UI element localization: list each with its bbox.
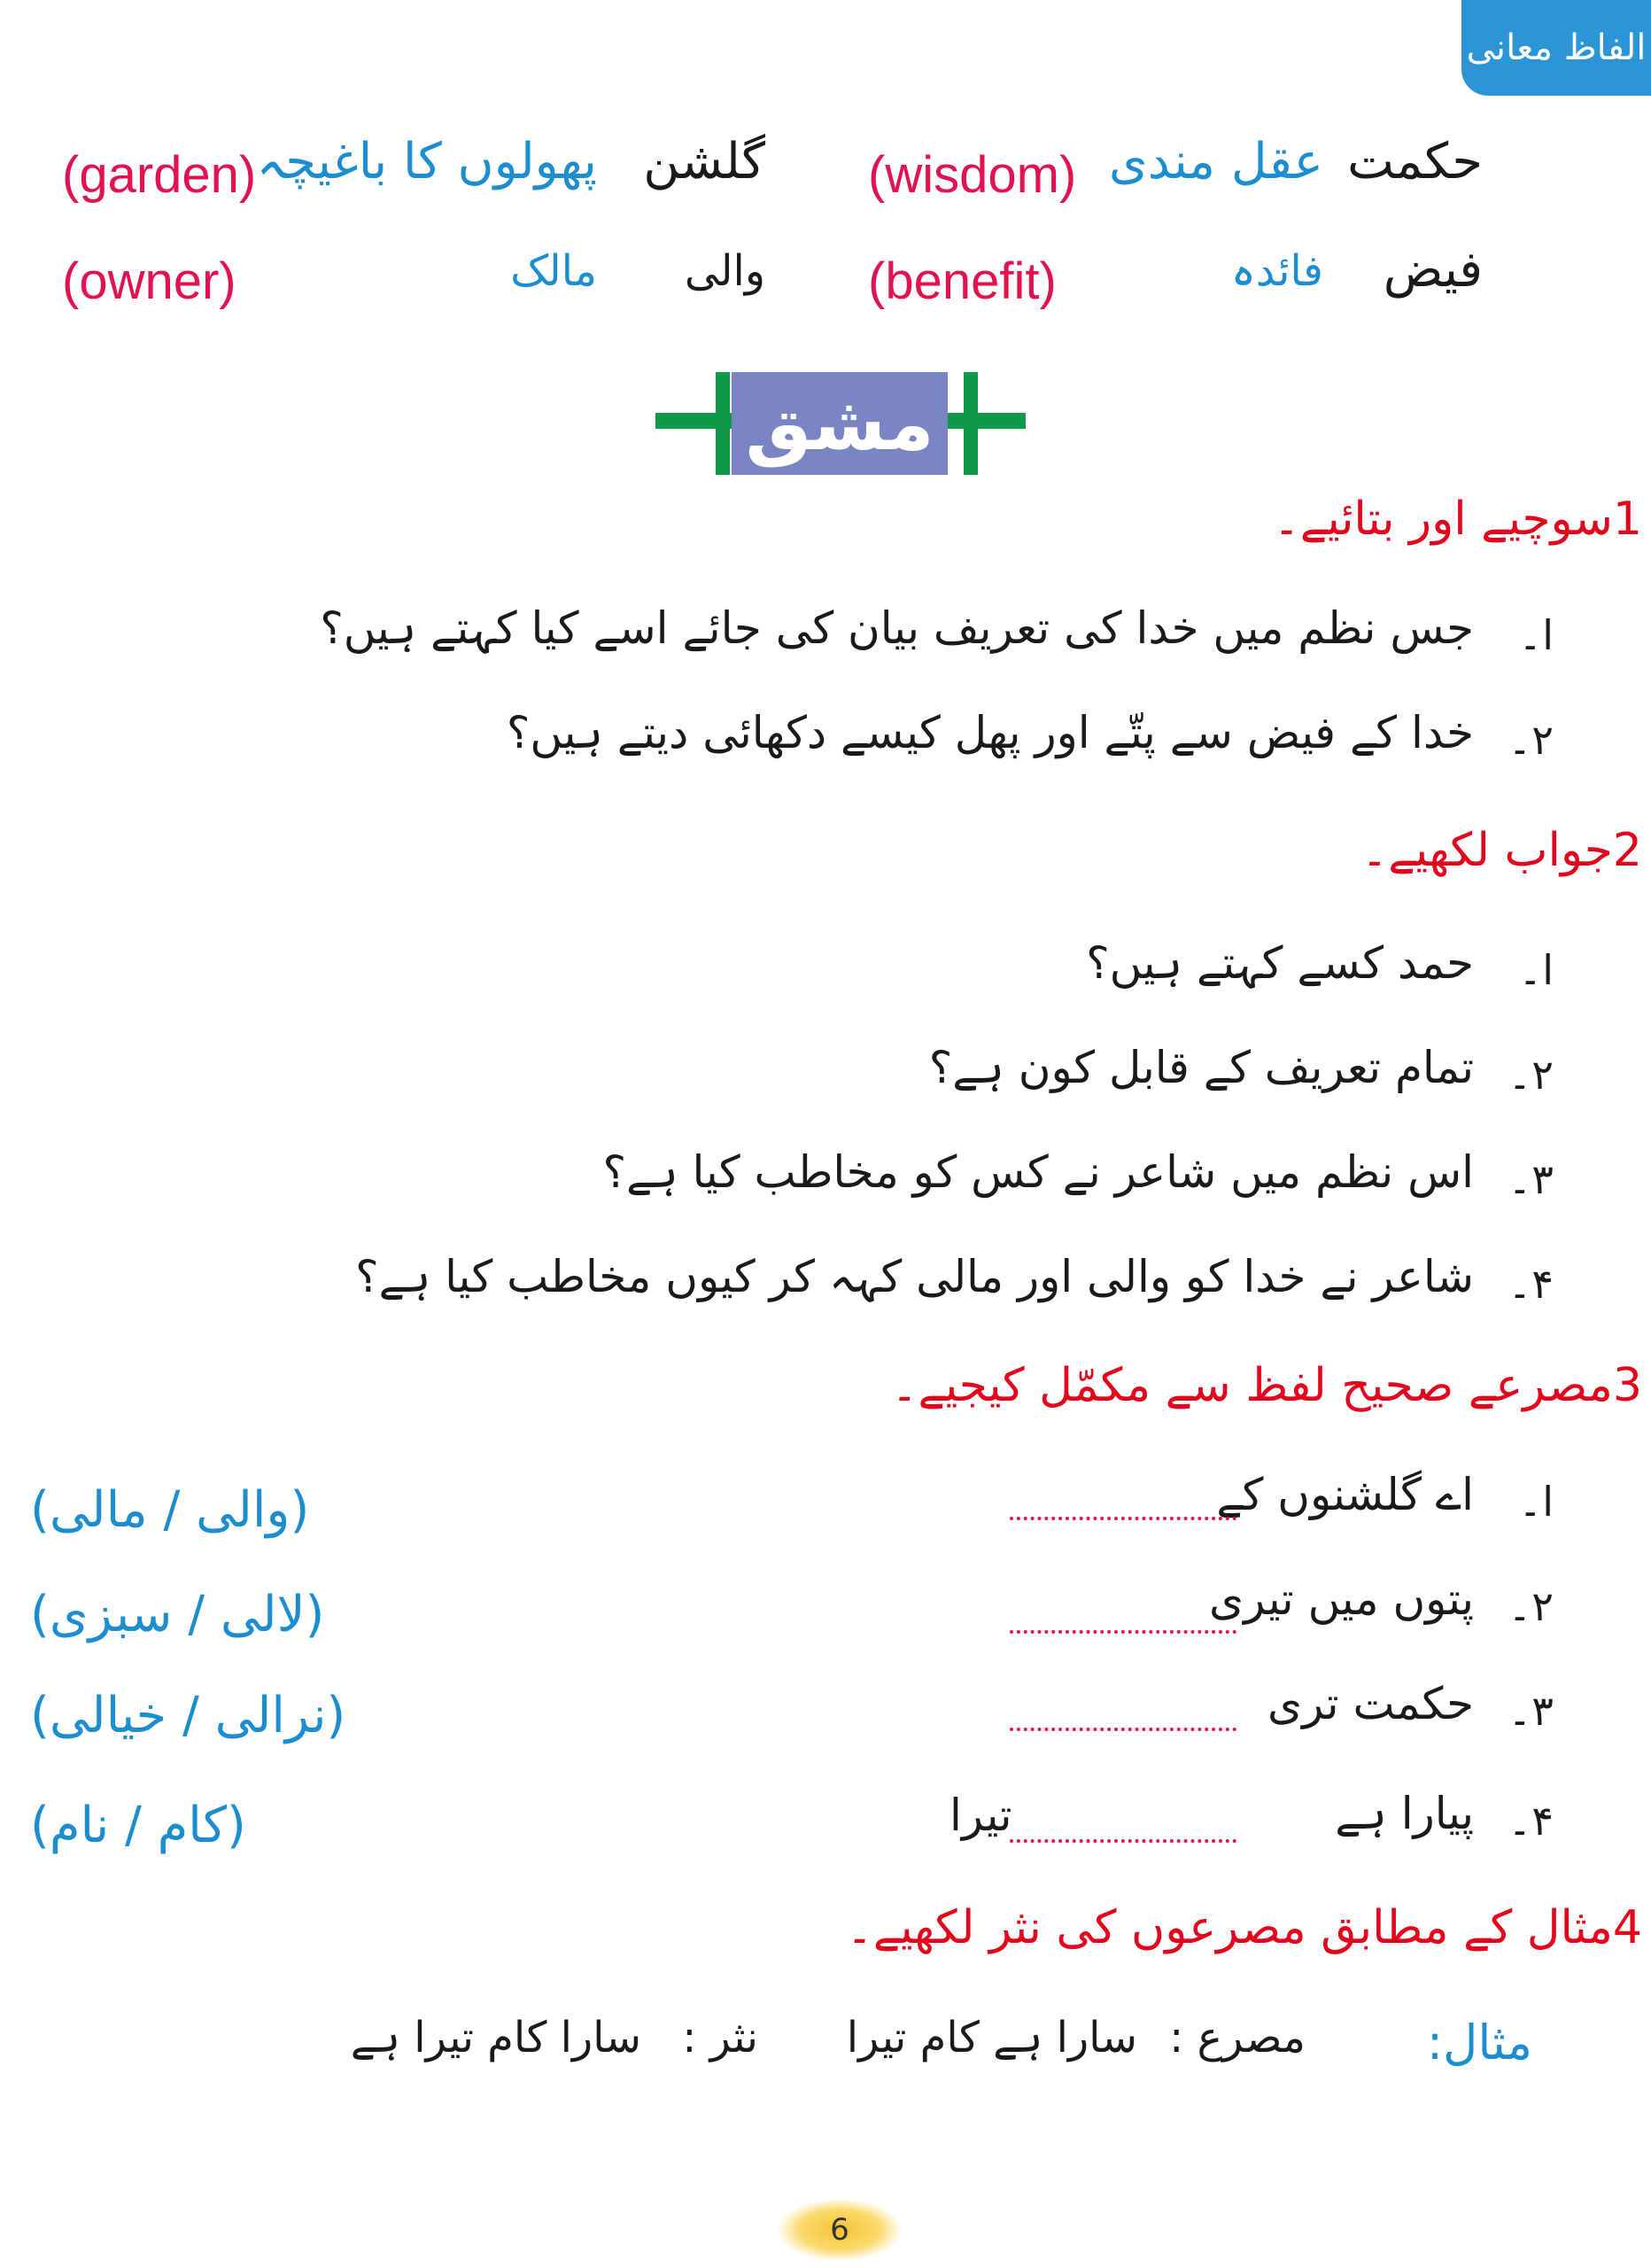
word-options: (نرالی / خیالی): [30, 1687, 346, 1744]
section-number: 4: [1612, 1901, 1642, 1954]
example-nasr: سارا کام تیرا ہے: [350, 2013, 641, 2062]
word-options: (والی / مالی): [30, 1481, 310, 1539]
question-number: ۴۔: [1508, 1260, 1554, 1308]
fill-blank[interactable]: [1010, 1630, 1236, 1634]
banner-post-left: [716, 372, 730, 475]
question-number: ۳۔: [1508, 1155, 1554, 1203]
item-number: ۳۔: [1508, 1687, 1554, 1735]
question-number: ا۔: [1518, 946, 1554, 994]
glossary-english: (benefit): [868, 252, 1057, 310]
question-text: حمد کسے کہتے ہیں؟: [1086, 937, 1474, 989]
item-number: ا۔: [1518, 1478, 1554, 1526]
page-number: [778, 2199, 902, 2261]
section-title: مثال کے مطابق مصرعوں کی نثر لکھیے۔: [846, 1901, 1613, 1954]
page-number-text: 6: [830, 2212, 849, 2248]
banner-post-right: [964, 372, 978, 475]
question-text: خدا کے فیض سے پتّے اور پھل کیسے دکھائی دیتے ہیں؟: [506, 707, 1474, 758]
glossary-english: (owner): [62, 252, 236, 310]
glossary-meaning: عقل مندی: [1108, 133, 1323, 190]
section-title: سوچیے اور بتائیے۔: [1273, 493, 1613, 546]
glossary-word: حکمت: [1347, 133, 1483, 190]
glossary-english: (garden): [62, 146, 257, 204]
section-tab-glossary: [1461, 0, 1651, 96]
glossary-english: (wisdom): [868, 146, 1077, 204]
item-text: اے گلشنوں کے: [1216, 1469, 1474, 1520]
tab-title: الفاظ معانی: [1466, 27, 1647, 68]
word-options: (لالی / سبزی): [30, 1586, 325, 1643]
item-text: پتوں میں تیری: [1209, 1573, 1474, 1625]
section-number: 1: [1612, 493, 1642, 546]
item-trailing-text: تیرا: [950, 1790, 1012, 1841]
question-number: ا۔: [1518, 611, 1554, 659]
glossary-word: گلشن: [643, 133, 765, 190]
question-text: تمام تعریف کے قابل کون ہے؟: [928, 1042, 1474, 1093]
section-heading-1: [1273, 493, 1642, 546]
example-label: مثال:: [1426, 2015, 1532, 2070]
section-number: 2: [1612, 824, 1642, 877]
example-misra: سارا ہے کام تیرا: [846, 2013, 1137, 2062]
glossary-meaning: مالک: [510, 246, 597, 296]
glossary-word: فیض: [1383, 241, 1483, 299]
section-heading-2: [1361, 824, 1642, 877]
fill-blank[interactable]: [1010, 1839, 1236, 1843]
fill-blank[interactable]: [1010, 1517, 1236, 1520]
question-text: اس نظم میں شاعر نے کس کو مخاطب کیا ہے؟: [602, 1146, 1474, 1198]
question-text: شاعر نے خدا کو والی اور مالی کہہ کر کیوں مخاطب کیا ہے؟: [355, 1251, 1474, 1302]
exercise-banner: [732, 372, 948, 475]
item-text: پیارا ہے: [1335, 1788, 1474, 1839]
section-heading-4: [846, 1901, 1642, 1954]
question-text: جس نظم میں خدا کی تعریف بیان کی جائے اسے کیا کہتے ہیں؟: [320, 602, 1474, 654]
section-title: جواب لکھیے۔: [1360, 824, 1613, 877]
example-misra-label: مصرع :: [1169, 2013, 1306, 2062]
section-title: مصرعے صحیح لفظ سے مکمّل کیجیے۔: [890, 1359, 1613, 1412]
glossary-word: والی: [684, 246, 765, 296]
item-text: حکمت تری: [1267, 1678, 1474, 1729]
section-heading-3: [891, 1359, 1642, 1412]
question-number: ۲۔: [1508, 1051, 1554, 1099]
glossary-meaning: فائدہ: [1230, 246, 1323, 296]
word-options: (کام / نام): [30, 1797, 246, 1854]
fill-blank[interactable]: [1010, 1728, 1236, 1731]
example-nasr-label: نثر :: [682, 2013, 758, 2062]
banner-title: مشق: [745, 380, 934, 467]
section-number: 3: [1612, 1359, 1642, 1412]
glossary-meaning: پھولوں کا باغیچہ: [256, 133, 597, 190]
item-number: ۴۔: [1508, 1797, 1554, 1845]
item-number: ۲۔: [1508, 1582, 1554, 1630]
question-number: ۲۔: [1508, 716, 1554, 764]
